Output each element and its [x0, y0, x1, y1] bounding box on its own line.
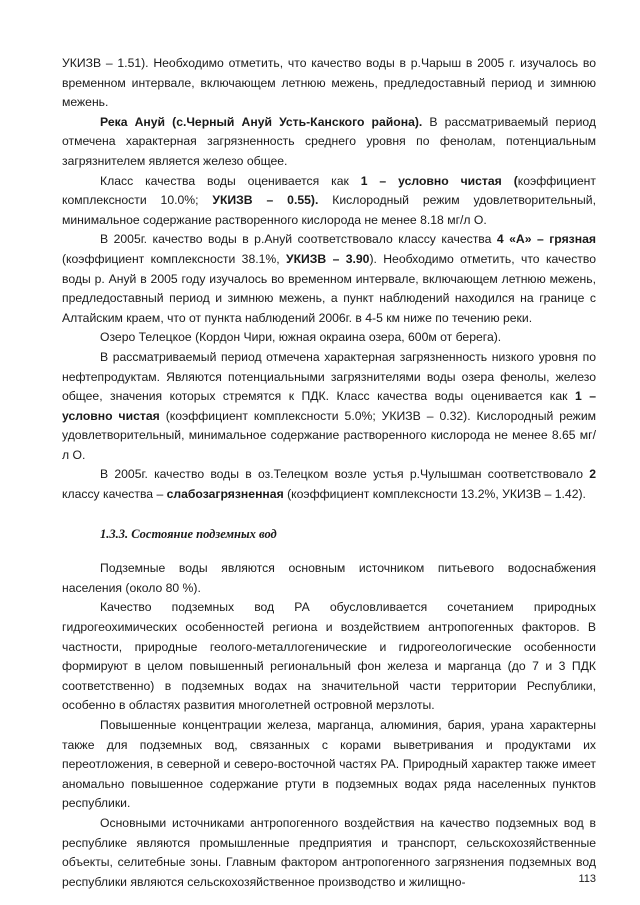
paragraph — [62, 465, 596, 504]
text-run: Основными источниками антропогенного воздействия на качество подземных вод в республике являются промышленные предприятия и транспорт, сельскохозяйственные объекты, селитебные зоны. Главным фактором антропогенного загрязнения подземных вод республики являются сельскохозяйственное производство и жилищно- — [62, 815, 596, 889]
paragraph — [62, 328, 596, 348]
bold-text-run: 2 — [589, 467, 596, 482]
bold-text-run: 1 – условно чистая — [62, 389, 596, 423]
text-run: (коэффициент комплексности 5.0%; УКИЗВ – 0.32). Кислородный режим удовлетворительный, минимальное содержание растворенного кислорода не менее 8.65 мг/л О. — [62, 408, 596, 462]
paragraph — [62, 113, 596, 172]
paragraph — [62, 598, 596, 716]
bold-text-run: 1 – условно чистая ( — [360, 173, 518, 188]
text-run: Кислородный режим удовлетворительный, минимальное содержание растворенного кислорода не менее 8.18 мг/л О. — [62, 193, 596, 227]
paragraph — [62, 348, 596, 466]
bold-text-run: слабозагрязненная — [166, 487, 284, 502]
text-run: ). Необходимо отметить, что качество воды р. Ануй в 2005 году изучалось во временном интервале, включающем летнюю межень, предледоставный период и зимнюю межень, а пункт наблюдений находился на границе с Алтайским краем, что от пункта наблюдений 2006г. в 4-5 км ниже по течению реки. — [62, 251, 596, 325]
text-run: (коэффициент комплексности 38.1%, — [62, 251, 286, 266]
paragraph — [62, 716, 596, 814]
text-run: Класс качества воды оценивается как — [100, 173, 361, 188]
bold-text-run: УКИЗВ – 0.55). — [212, 193, 319, 208]
text-run: (коэффициент комплексности 13.2%, УКИЗВ – 1.42). — [283, 487, 586, 502]
text-run: Озеро Телецкое (Кордон Чири, южная окраина озера, 600м от берега). — [100, 330, 502, 345]
text-run: 1.3.3. Состояние подземных вод — [100, 526, 277, 541]
text-run: классу качества – — [62, 487, 167, 502]
text-run: В 2005г. качество воды в р.Ануй соответствовало классу качества — [100, 232, 497, 247]
text-run: УКИЗВ – 1.51). Необходимо отметить, что качество воды в р.Чарыш в 2005 г. изучалось во временном интервале, включающем летнюю межень, предледоставный период и зимнюю межень. — [62, 56, 596, 110]
text-run: В рассматриваемый период отмечена характерная загрязненность низкого уровня по нефтепродуктам. Являются потенциальными загрязнителями воды озера фенолы, железо общее, значения которых стремятся к ПДК. Класс качества воды оценивается как — [62, 349, 596, 404]
text-run: В 2005г. качество воды в оз.Телецком возле устья р.Чулышман соответствовало — [100, 467, 590, 482]
document-page — [62, 54, 596, 892]
text-run: В рассматриваемый период отмечена характерная загрязненность среднего уровня по фенолам, потенциальным загрязнителем является железо общее. — [62, 114, 596, 168]
paragraph — [62, 559, 596, 598]
text-run: Подземные воды являются основным источником питьевого водоснабжения населения (около 80 %). — [62, 561, 596, 595]
paragraph — [62, 172, 596, 231]
bold-text-run: Река Ануй (с.Черный Ануй Усть-Канского района). — [100, 114, 423, 129]
paragraph — [62, 230, 596, 328]
section-heading — [100, 525, 596, 545]
page-number: 113 — [578, 873, 596, 885]
bold-text-run: УКИЗВ – 3.90 — [285, 251, 370, 266]
text-run: Качество подземных вод РА обусловливается сочетанием природных гидрогеохимических особенностей региона и воздействием антропогенных факторов. В частности, природные геолого-металлогенические и гидрогеологические особенности формируют в целом повышенный региональный фон железа и марганца (до 7 и 3 ПДК соответственно) в подземных водах на значительной части территории Республики, особенно в областях развития многолетней островной мерзлоты. — [62, 600, 596, 713]
text-run: Повышенные концентрации железа, марганца, алюминия, бария, урана характерны также для подземных вод, связанных с корами выветривания и продуктами их переотложения, в северной и северо-восточной частях РА. Природный характер также имеет аномально повышенное содержание ртути в подземных водах ряда населенных пунктов республики. — [62, 718, 596, 811]
paragraph — [62, 54, 596, 113]
bold-text-run: 4 «А» – грязная — [496, 232, 596, 247]
text-run: коэффициент комплексности 10.0%; — [62, 173, 596, 208]
paragraph — [62, 814, 596, 892]
